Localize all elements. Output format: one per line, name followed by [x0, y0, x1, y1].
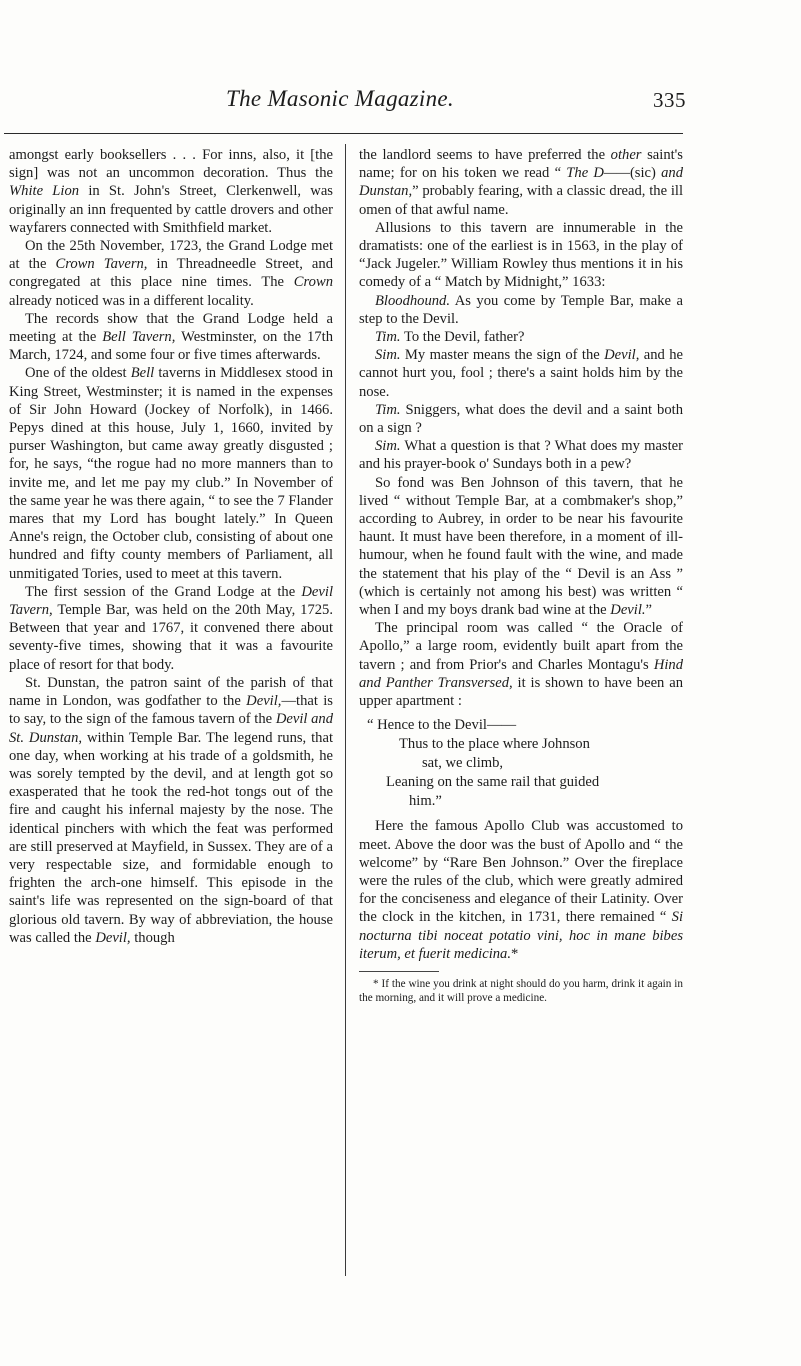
paragraph: St. Dunstan, the patron saint of the parish of that name in London, was godfather to the Devil,—that is to say, to the sign of the famous tavern of the Devil and St. Dunstan, within Temple Bar. The legend runs, that one day, when working at his trade of a goldsmith, he was sorely tempted by the devil, and at length got so exasperated that he took the red-hot tongs out of the fire and caught his infernal majesty by the nose. The identical pinchers with which the feat was performed are still preserved at Mayfield, in Sussex. They are of a very respectable size, and formidable enough to frighten the arch-one himself. This episode in the saint's life was represented on the sign-board of that glorious old tavern. By way of abbreviation, the house was called the Devil, though: [9, 674, 334, 946]
verse-line: “ Hence to the Devil——: [367, 717, 517, 734]
paragraph: The first session of the Grand Lodge at the Devil Tavern, Temple Bar, was held on the 20th May, 1725. Between that year and 1767, it convened there about seventy-five times, showing that it was a favourite place of resort for that body.: [9, 583, 333, 673]
header-rule: [4, 133, 683, 134]
footnote-rule: [359, 971, 439, 972]
dialogue-line: Sim. My master means the sign of the Devil, and he cannot hurt you, fool ; there's a saint holds him by the nose.: [359, 347, 683, 400]
footnote: * If the wine you drink at night should do you harm, drink it again in the morning, and it will prove a medicine.: [359, 977, 683, 1005]
dialogue-line: Tim. Sniggers, what does the devil and a saint both on a sign ?: [359, 401, 683, 437]
dialogue-line: Sim. What a question is that ? What does my master and his prayer-book o' Sundays both in a pew?: [359, 438, 683, 473]
paragraph: The records show that the Grand Lodge held a meeting at the Bell Tavern, Westminster, on the 17th March, 1724, and some four or five times afterwards.: [9, 310, 333, 364]
paragraph: the landlord seems to have preferred the other saint's name; for on his token we read “ The D——(sic) and Dunstan,” probably fearing, with a classic dread, the ill omen of that awful name.: [359, 147, 684, 218]
verse-quotation: [359, 716, 683, 811]
column-divider: [345, 144, 346, 1276]
verse-line: him.”: [409, 793, 442, 810]
running-head: [226, 84, 686, 124]
dialogue-line: Tim. To the Devil, father?: [375, 329, 525, 346]
verse-line: Leaning on the same rail that guided: [386, 774, 600, 791]
paragraph: Here the famous Apollo Club was accustomed to meet. Above the door was the bust of Apollo and “ the welcome” by “Rare Ben Johnson.” Over the fireplace were the rules of the club, which were greatly admired for the conciseness and elegance of their Latinity. Over the clock in the kitchen, in 1731, there remained “ Si nocturna tibi noceat potatio vini, hoc in mane bibes iterum, et fuerit medicina.*: [359, 818, 683, 962]
journal-title: The Masonic Magazine.: [226, 86, 454, 111]
right-column: [359, 146, 683, 1005]
page-number: 335: [653, 88, 686, 112]
verse-line: Thus to the place where Johnson: [399, 736, 590, 753]
paragraph: On the 25th November, 1723, the Grand Lodge met at the Crown Tavern, in Threadneedle Street, and congregated at this place nine times. The Crown already noticed was in a different locality.: [9, 238, 333, 309]
verse-line: sat, we climb,: [422, 755, 504, 772]
paragraph: amongst early booksellers . . . For inns, also, it [the sign] was not an uncommon decoration. Thus the White Lion in St. John's Street, Clerkenwell, was originally an inn frequented by cattle drovers and other wayfarers connected with Smithfield market.: [9, 147, 333, 236]
paragraph: One of the oldest Bell taverns in Middlesex stood in King Street, Westminster; it is named in the expenses of Sir John Howard (Jockey of Norfolk), in 1466. Pepys dined at this house, July 1, 1660, invited by purser Washington, but came away greatly disgusted ; for, he says, “the rogue had no more manners than to invite me, and let me pay my club.” In November of the same year he was there again, “ to see the 7 Flander mares that my Lord has bought lately.” In Queen Anne's reign, the October club, consisting of about one hundred and fifty county members of Parliament, all unmitigated Tories, used to meet at this tavern.: [9, 365, 333, 582]
dialogue-line: Bloodhound. As you come by Temple Bar, make a step to the Devil.: [359, 292, 683, 327]
paragraph: So fond was Ben Johnson of this tavern, that he lived “ without Temple Bar, at a combmaker's shop,” according to Aubrey, in order to be near his favourite haunt. It must have been therefore, in a moment of ill-humour, when he found fault with the wine, and made the statement that his play of the “ Devil is an Ass ” (which is certainly not among his best) was written “ when I and my boys drank bad wine at the Devil.”: [359, 474, 683, 619]
paragraph: Allusions to this tavern are innumerable in the dramatists: one of the earliest is in 1563, in the play of “Jack Jugeler.” William Rowley thus mentions it in his comedy of a “ Match by Midnight,” 1633:: [359, 219, 683, 291]
left-column: [9, 146, 333, 947]
paragraph: The principal room was called “ the Oracle of Apollo,” a large room, evidently built apart from the tavern ; and from Prior's and Charles Montagu's Hind and Panther Transversed, it is shown to have been an upper apartment :: [359, 620, 683, 710]
